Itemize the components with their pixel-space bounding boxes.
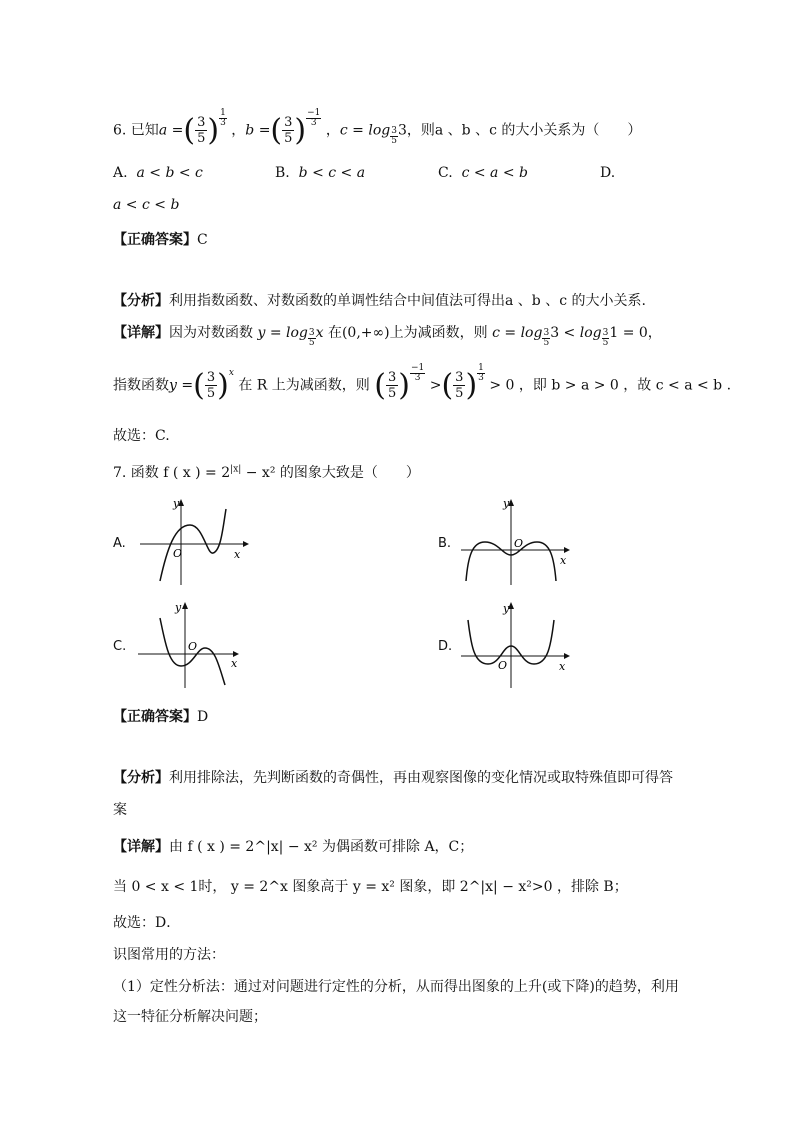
q6-answer: 【正确答案】C	[113, 232, 208, 248]
q6-option-d-text: a < c < b	[113, 197, 180, 213]
q6-analysis: 【分析】利用指数函数、对数函数的单调性结合中间值法可得出a 、b 、c 的大小关系.	[113, 293, 646, 309]
q6-stem: 6. 已知a =( $\frac{3}{5}$ ) $\frac{1}{3}$ ，b =( $\frac{3}{5}$ ) $\frac{-1}{3}$ ，c = log $\frac{3}{5}$ 3，则a 、b 、c 的大小关系为（ ）	[113, 108, 642, 148]
q7-detail-1: 【详解】由 f ( x ) = 2^|x| − x² 为偶函数可排除 A，C；	[113, 839, 474, 855]
q6-option-c: C. c < a < b	[438, 165, 528, 181]
q6-option-d: D.	[600, 165, 616, 181]
q6-b: b	[245, 122, 255, 139]
graph-d	[458, 600, 573, 690]
svg-text:x: x	[560, 554, 567, 567]
graph-a	[135, 497, 250, 587]
q6-option-a: A. a < b < c	[113, 165, 203, 181]
q6-detail-1: 【详解】因为对数函数 y = log $\frac{3}{5}$ x 在(0,+∞)上为减函数，则 c = log $\frac{3}{5}$ 3 < log $\frac{3}{5}$ 1 = 0，	[113, 325, 662, 348]
graph-c	[135, 600, 250, 690]
svg-text:y: y	[503, 602, 510, 615]
q6-detail-2: 指数函数y =( $\frac{3}{5}$ )$^x$ 在 R 上为减函数，则 ( $\frac{3}{5}$ ) $\frac{-1}{3}$ >( $\frac{3}{5}$ ) $\frac{1}{3}$ > 0 ，即 b > a > 0 ，故 c < a < b .	[113, 363, 732, 403]
q6-conclusion: 故选：C.	[113, 428, 170, 444]
svg-text:y: y	[503, 497, 510, 510]
q6-option-b: B. b < c < a	[275, 165, 366, 181]
q6-a: a	[158, 122, 168, 139]
q7-analysis: 【分析】利用排除法，先判断函数的奇偶性，再由观察图像的变化情况或取特殊值即可得答	[113, 770, 673, 786]
graph-b-letter: B.	[438, 536, 452, 551]
q7-detail-2: 当 0 < x < 1时， y = 2^x 图象高于 y = x² 图象，即 2^|x| − x²>0 ，排除 B；	[113, 879, 628, 895]
svg-text:O: O	[514, 537, 524, 550]
q6-suffix: ，则a 、b 、c 的大小关系为（ ）	[406, 122, 642, 139]
svg-text:O: O	[498, 659, 508, 672]
svg-text:x: x	[234, 548, 241, 561]
graph-c-letter: C.	[113, 639, 127, 654]
svg-text:y: y	[173, 497, 180, 510]
svg-text:O: O	[173, 547, 183, 560]
q6-prefix: 6. 已知	[113, 122, 159, 139]
svg-text:y: y	[175, 601, 182, 614]
q7-method-1: （1）定性分析法：通过对问题进行定性的分析，从而得出图象的上升(或下降)的趋势，利用	[113, 979, 679, 995]
q6-c-expr: c = log	[339, 122, 391, 139]
q7-methods-title: 识图常用的方法：	[113, 947, 225, 963]
q7-answer: 【正确答案】D	[113, 709, 209, 725]
svg-text:O: O	[188, 640, 198, 653]
graph-a-letter: A.	[113, 536, 126, 551]
q7-analysis-cont: 案	[113, 802, 127, 818]
graph-b	[458, 497, 573, 587]
q7-conclusion: 故选：D．	[113, 915, 181, 931]
svg-text:x: x	[559, 660, 566, 673]
svg-text:x: x	[231, 657, 238, 670]
q7-stem: 7. 函数 f ( x ) = $2^{|x|} - x^2$ 的图象大致是（ ）	[113, 464, 420, 481]
graph-d-letter: D.	[438, 639, 453, 654]
q7-method-1-cont: 这一特征分析解决问题；	[113, 1009, 267, 1025]
